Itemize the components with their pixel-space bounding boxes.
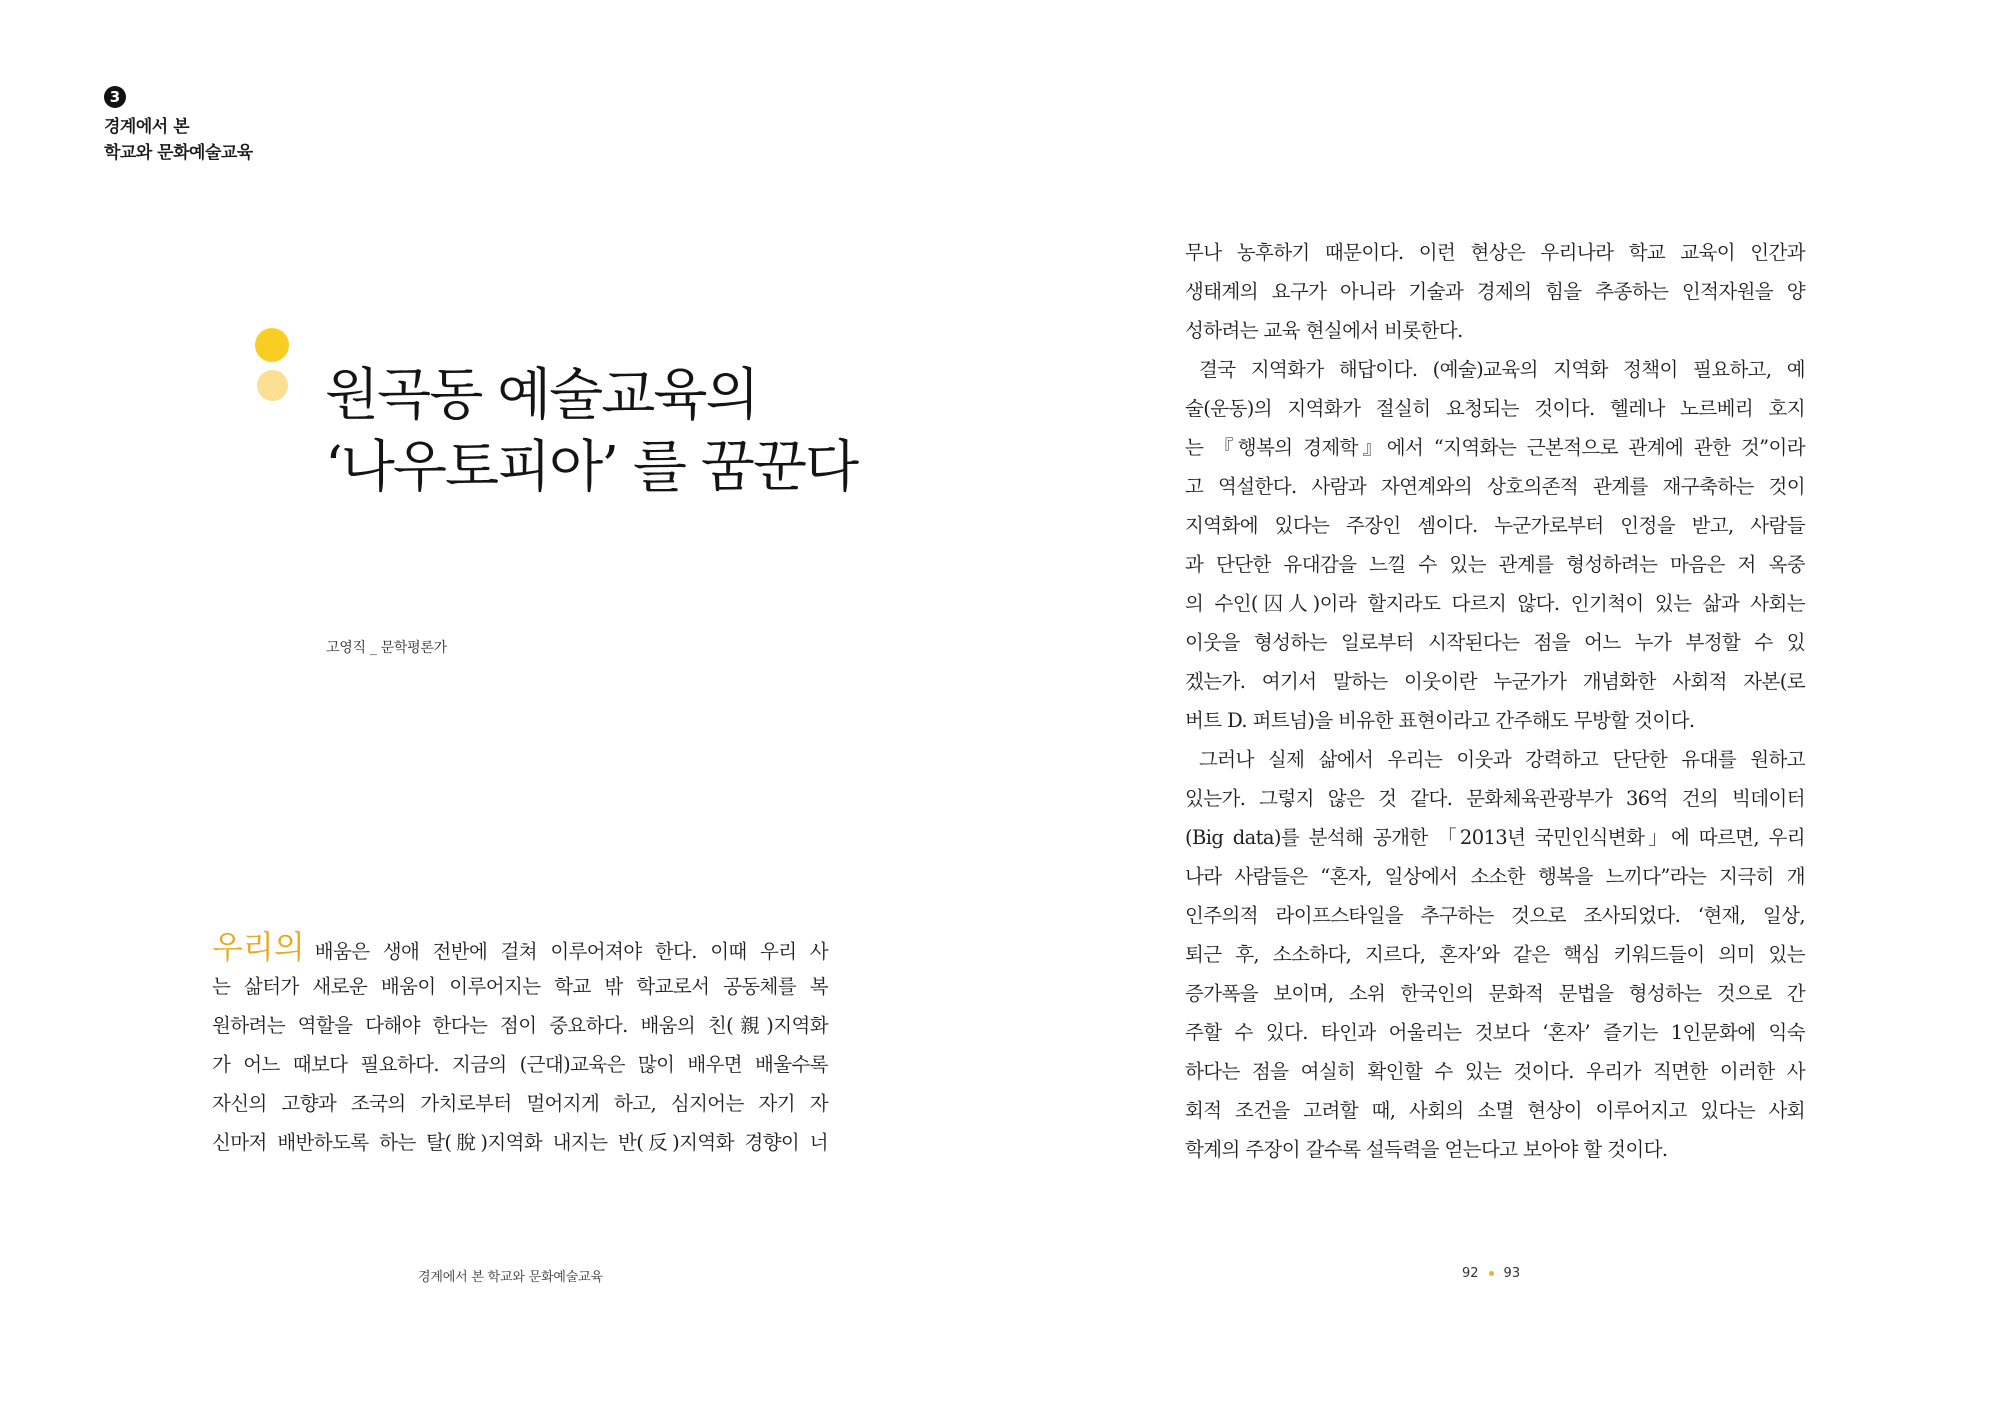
page-number-left: 92 bbox=[1462, 1266, 1479, 1281]
page-numbers bbox=[1462, 1266, 1520, 1281]
left-first-line bbox=[212, 928, 828, 967]
right-text-line: 과 단단한 유대감을 느낄 수 있는 관계를 형성하려는 마음은 저 옥중 bbox=[1185, 553, 1805, 576]
right-text-line: 겠는가. 여기서 말하는 이웃이란 누군가가 개념화한 사회적 자본(로 bbox=[1185, 670, 1805, 693]
right-text-line: 지역화에 있다는 주장인 셈이다. 누군가로부터 인정을 받고, 사람들 bbox=[1185, 514, 1805, 537]
left-column-text bbox=[212, 928, 828, 1162]
right-text-line: 이웃을 형성하는 일로부터 시작된다는 점을 어느 누가 부정할 수 있 bbox=[1185, 631, 1805, 654]
right-text-line: 증가폭을 보이며, 소위 한국인의 문화적 문법을 형성하는 것으로 간 bbox=[1185, 982, 1805, 1005]
left-first-line-rest: 배움은 생애 전반에 걸쳐 이루어져야 한다. 이때 우리 사 bbox=[314, 940, 828, 963]
right-text-line: 의 수인(囚人)이라 할지라도 다르지 않다. 인기척이 있는 삶과 사회는 bbox=[1185, 592, 1805, 615]
right-text-line: 학계의 주장이 갈수록 설득력을 얻는다고 보아야 할 것이다. bbox=[1185, 1138, 1668, 1161]
right-text-line: 버트 D. 퍼트넘)을 비유한 표현이라고 간주해도 무방할 것이다. bbox=[1185, 709, 1695, 732]
right-text-line: 나라 사람들은 “혼자, 일상에서 소소한 행복을 느끼다”라는 지극히 개 bbox=[1185, 865, 1805, 888]
article-title bbox=[325, 360, 857, 504]
section-number-badge: 3 bbox=[104, 86, 126, 108]
right-text-line: 있는가. 그렇지 않은 것 같다. 문화체육관광부가 36억 건의 빅데이터 bbox=[1185, 787, 1805, 810]
decorative-light-yellow-dot bbox=[257, 370, 288, 401]
right-text-line: 술(운동)의 지역화가 절실히 요청되는 것이다. 헬레나 노르베리 호지 bbox=[1185, 397, 1805, 420]
page-separator-dot bbox=[1489, 1271, 1494, 1276]
dropcap-text: 우리의 bbox=[212, 928, 305, 966]
author-byline: 고영직 _ 문학평론가 bbox=[326, 640, 447, 656]
left-text-line: 원하려는 역할을 다해야 한다는 점이 중요하다. 배움의 친(親)지역화 bbox=[212, 1014, 828, 1037]
right-text-line: 하다는 점을 여실히 확인할 수 있는 것이다. 우리가 직면한 이러한 사 bbox=[1185, 1060, 1805, 1083]
section-header bbox=[104, 86, 253, 166]
section-title-line-1: 경계에서 본 bbox=[104, 117, 190, 137]
right-text-line: 그러나 실제 삶에서 우리는 이웃과 강력하고 단단한 유대를 원하고 bbox=[1199, 748, 1805, 771]
right-text-line: 회적 조건을 고려할 때, 사회의 소멸 현상이 이루어지고 있다는 사회 bbox=[1185, 1099, 1805, 1122]
left-text-line: 자신의 고향과 조국의 가치로부터 멀어지게 하고, 심지어는 자기 자 bbox=[212, 1092, 828, 1115]
right-text-line: 인주의적 라이프스타일을 추구하는 것으로 조사되었다. ‘현재, 일상, bbox=[1185, 904, 1805, 927]
right-text-line: 생태계의 요구가 아니라 기술과 경제의 힘을 추종하는 인적자원을 양 bbox=[1185, 280, 1805, 303]
left-text-line: 는 삶터가 새로운 배움이 이루어지는 학교 밖 학교로서 공동체를 복 bbox=[212, 975, 828, 998]
right-text-line: 무나 농후하기 때문이다. 이런 현상은 우리나라 학교 교육이 인간과 bbox=[1185, 241, 1805, 264]
right-text-line: 퇴근 후, 소소하다, 지르다, 혼자’와 같은 핵심 키워드들이 의미 있는 bbox=[1185, 943, 1805, 966]
article-title-line-1: 원곡동 예술교육의 bbox=[325, 363, 758, 428]
footer-running-title: 경계에서 본 학교와 문화예술교육 bbox=[418, 1270, 603, 1285]
article-title-line-2: ‘나우토피아’ 를 꿈꾼다 bbox=[325, 435, 858, 500]
decorative-yellow-dot bbox=[255, 328, 289, 362]
right-text-line: 주할 수 있다. 타인과 어울리는 것보다 ‘혼자’ 즐기는 1인문화에 익숙 bbox=[1185, 1021, 1805, 1044]
right-text-line: (Big data)를 분석해 공개한 「2013년 국민인식변화」에 따르면, 우리 bbox=[1185, 826, 1805, 849]
left-text-line: 가 어느 때보다 필요하다. 지금의 (근대)교육은 많이 배우면 배울수록 bbox=[212, 1053, 828, 1076]
right-column-text bbox=[1185, 233, 1805, 1169]
right-text-line: 고 역설한다. 사람과 자연계와의 상호의존적 관계를 재구축하는 것이 bbox=[1185, 475, 1805, 498]
right-text-line: 는 『행복의 경제학』에서 “지역화는 근본적으로 관계에 관한 것”이라 bbox=[1185, 436, 1805, 459]
left-text-line: 신마저 배반하도록 하는 탈(脫)지역화 내지는 반(反)지역화 경향이 너 bbox=[212, 1131, 828, 1154]
right-text-line: 결국 지역화가 해답이다. (예술)교육의 지역화 정책이 필요하고, 예 bbox=[1199, 358, 1805, 381]
right-text-line: 성하려는 교육 현실에서 비롯한다. bbox=[1185, 319, 1463, 342]
section-title-line-2: 학교와 문화예술교육 bbox=[104, 143, 253, 163]
page-number-right: 93 bbox=[1503, 1266, 1521, 1281]
